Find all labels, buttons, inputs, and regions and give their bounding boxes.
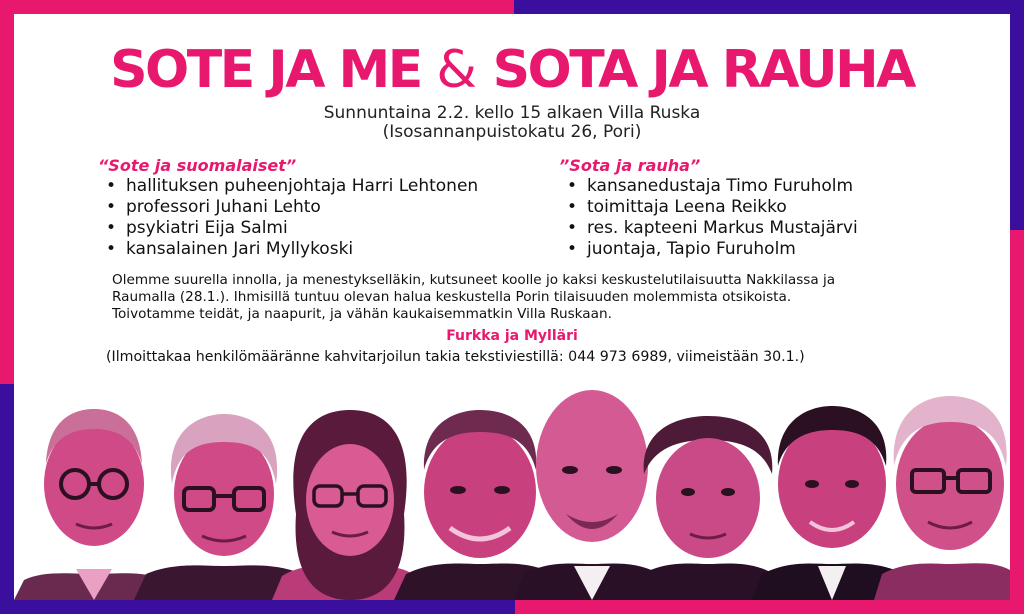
headline-ampersand: &	[436, 40, 477, 100]
invitation-line: Toivotamme teidät, ja naapurit, ja vähän kaukaisemmatkin Villa Ruskaan.	[112, 306, 612, 322]
portrait-3	[272, 410, 424, 600]
left-panel-title: “Sote ja suomalaiset”	[98, 156, 297, 175]
speaker-name: toimittaja Leena Reikko	[587, 197, 787, 217]
bullet-icon: •	[567, 197, 578, 217]
speaker-name: kansanedustaja Timo Furuholm	[587, 176, 854, 196]
speaker-name: psykiatri Eija Salmi	[126, 218, 288, 238]
bullet-icon: •	[106, 176, 117, 196]
right-panel-title: ”Sota ja rauha”	[559, 156, 701, 175]
headline-part-1: SOTE JA ME	[110, 40, 421, 100]
event-time-place: Sunnuntaina 2.2. kello 15 alkaen Villa Ruska	[323, 103, 701, 123]
portrait-2	[134, 414, 312, 600]
bullet-icon: •	[106, 239, 117, 259]
poster-panel	[14, 14, 1010, 600]
portrait-7	[752, 406, 912, 600]
headline-part-2: SOTA JA RAUHA	[492, 40, 914, 100]
bullet-icon: •	[106, 197, 117, 217]
portrait-5	[514, 390, 668, 600]
invitation-line: Raumalla (28.1.). Ihmisillä tuntuu olevan halua keskustella Porin tilaisuuden molemmista otsikoista.	[112, 289, 792, 305]
event-address: (Isosannanpuistokatu 26, Pori)	[382, 122, 642, 142]
organizers-signature: Furkka ja Mylläri	[446, 328, 578, 344]
bullet-icon: •	[106, 218, 117, 238]
speaker-name: res. kapteeni Markus Mustajärvi	[587, 218, 858, 238]
speaker-name: professori Juhani Lehto	[126, 197, 321, 217]
portrait-8	[874, 396, 1010, 600]
speaker-name: hallituksen puheenjohtaja Harri Lehtonen	[126, 176, 479, 196]
bullet-icon: •	[567, 218, 578, 238]
portrait-6	[634, 416, 782, 600]
portrait-1	[14, 409, 174, 600]
invitation-line: Olemme suurella innolla, ja menestykselläkin, kutsuneet koolle jo kaksi keskustelutilaisuutta Nakkilassa ja	[112, 272, 836, 288]
speaker-portraits	[14, 14, 1010, 600]
speaker-name: juontaja, Tapio Furuholm	[587, 239, 796, 259]
rsvp-note: (Ilmoittakaa henkilömääränne kahvitarjoilun takia tekstiviestillä: 044 973 6989, viimeistään 30.1.)	[106, 349, 805, 365]
bullet-icon: •	[567, 176, 578, 196]
bullet-icon: •	[567, 239, 578, 259]
speaker-name: kansalainen Jari Myllykoski	[126, 239, 354, 259]
